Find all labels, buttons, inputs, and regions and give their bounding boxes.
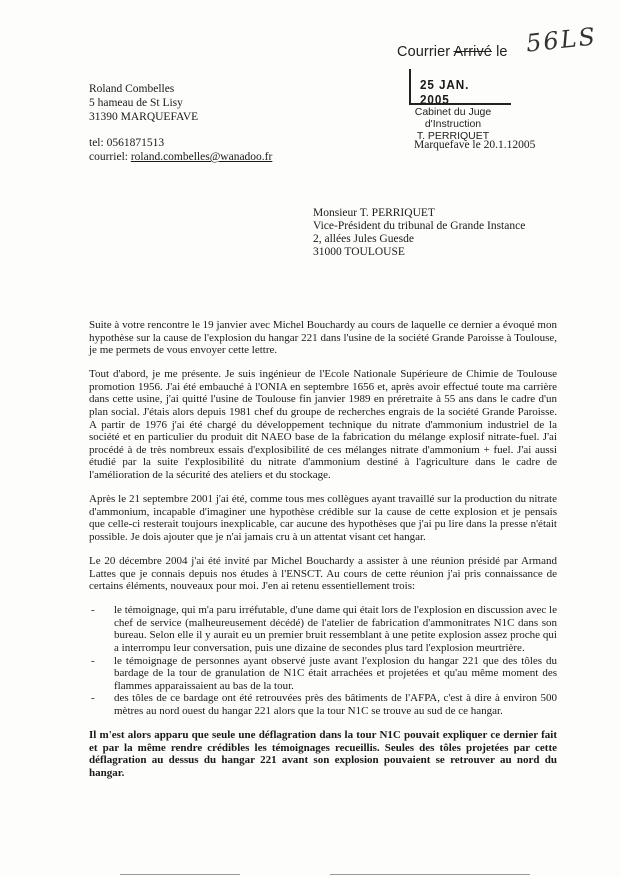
sender-name: Roland Combelles	[89, 83, 175, 95]
stamp-header-suffix: le	[491, 44, 508, 60]
stamp-office-line1: Cabinet du Juge d'Instruction	[414, 106, 492, 130]
recipient-block	[313, 207, 525, 259]
sender-block	[89, 82, 272, 164]
sender-address2: 31390 MARQUEFAVE	[89, 111, 199, 123]
stamp-office	[388, 106, 518, 142]
body-paragraph-4: Le 20 décembre 2004 j'ai été invité par Michel Bouchardy a assister à une réunion présidé par Armand Lattes que je connais depuis nos études à l'ENSCT. Au cours de cette réunion j'ai pris connaissance de certains éléments, nouveaux pour moi. J'en ai retenu essentiellement trois:	[89, 555, 557, 593]
sender-tel: tel: 0561871513	[89, 137, 165, 149]
body-paragraph-1: Suite à votre rencontre le 19 janvier avec Michel Bouchardy au cours de laquelle ce dernier a évoqué mon hypothèse sur la cause de l'explosion du hangar 221 dans l'usine de la société Grande Paroisse à Toulouse, je me permets de vous envoyer cette lettre.	[89, 319, 557, 357]
sender-email-line	[89, 150, 272, 164]
body-paragraph-5: Il m'est alors apparu que seule une déflagration dans la tour N1C pouvait expliquer ce dernier fait et par la même rendre crédibles les témoignages recueillis. Seules des tôles projetées par cette déflagration au dessus du hangar 221 avant son explosion pouvaient se retrouver au nord du hangar.	[89, 729, 557, 779]
recipient-line4: 31000 TOULOUSE	[313, 246, 405, 258]
body-paragraph-2: Tout d'abord, je me présente. Je suis ingénieur de l'Ecole Nationale Supérieure de Chimie de Toulouse promotion 1956. J'ai été embauché à l'ONIA en septembre 1656 et, après avoir effectué toute ma carrière dans cette usine, j'ai quitté l'usine de Toulouse fin janvier 1989 en préretraite à 55 ans dans le cadre d'un plan social. J'étais alors depuis 1981 chef du groupe de recherches engrais de la société Grande Paroisse. A partir de 1976 j'ai été chargé du développement technique du nitrate d'ammonium industriel de la société et en particulier du produit dit NAEO base de la fabrication du mélange explosif nitrate-fuel. J'ai procédé à de très nombreux essais d'explosibilité de ces mélanges nitrate d'ammonium + fuel. J'ai aussi étudié par la suite l'explosibilité du nitrate d'ammonium destiné à l'agriculture dans le cadre de l'amélioration de la sécurité des ateliers et du stockage.	[89, 368, 557, 482]
footer-scan-line	[120, 874, 240, 875]
sender-address1: 5 hameau de St Lisy	[89, 97, 183, 109]
recipient-line3: 2, allées Jules Guesde	[313, 233, 414, 245]
stamp-header	[397, 44, 508, 60]
footer-scan-line	[330, 874, 530, 875]
sender-email-label: courriel:	[89, 151, 131, 163]
testimony-list	[89, 604, 557, 717]
stamp-header-struck: Arrivé	[453, 44, 492, 60]
sender-email-link[interactable]: roland.combelles@wanadoo.fr	[130, 151, 273, 163]
stamp-header-prefix: Courrier	[397, 44, 454, 60]
recipient-line1: Monsieur T. PERRIQUET	[313, 207, 435, 219]
body-paragraph-3: Après le 21 septembre 2001 j'ai été, comme tous mes collègues ayant travaillé sur la production du nitrate d'ammonium, incapable d'imaginer une hypothèse crédible sur la cause de cette explosion et je pensais que celle-ci resterait toujours inexplicable, car aucune des hypothèses que j'ai pu lire dans la presse n'était possible. Je dois ajouter que je n'ai jamais cru à un attentat visant cet hangar.	[89, 493, 557, 543]
stamp-office-line2: T. PERRIQUET	[416, 130, 490, 142]
list-item: - le témoignage, qui m'a paru irréfutable, d'une dame qui était lors de l'explosion en discussion avec le chef de service (malheureusement décédé) de l'atelier de fabrication d'ammonitrates N1C dans son bureau. Selon elle il y aurait eu un premier bruit ressemblant à une petite explosion assez proche qui a interrompu leur conversation, puis une dizaine de secondes plus tard l'explosion meurtrière.	[89, 604, 557, 654]
recipient-line2: Vice-Président du tribunal de Grande Instance	[313, 220, 526, 232]
list-item: - des tôles de ce bardage ont été retrouvées près des bâtiments de l'AFPA, c'est à dire à environ 500 mètres au nord ouest du hangar 221 alors que la tour N1C se trouve au sud de ce hangar.	[89, 692, 557, 717]
letter-date: Marquefave le 20.1.12005	[414, 139, 536, 151]
stamp-date-box	[409, 69, 511, 105]
stamp-date: 25 JAN. 2005	[420, 77, 470, 107]
letter-body	[89, 319, 557, 791]
handwritten-number: 56LS	[524, 22, 599, 58]
list-item: - le témoignage de personnes ayant observé juste avant l'explosion du hangar 221 que des tôles du bardage de la tour de granulation de N1C était arrachées et projetées et qu'au même moment des flammes apparaissaient au bas de la tour.	[89, 655, 557, 693]
